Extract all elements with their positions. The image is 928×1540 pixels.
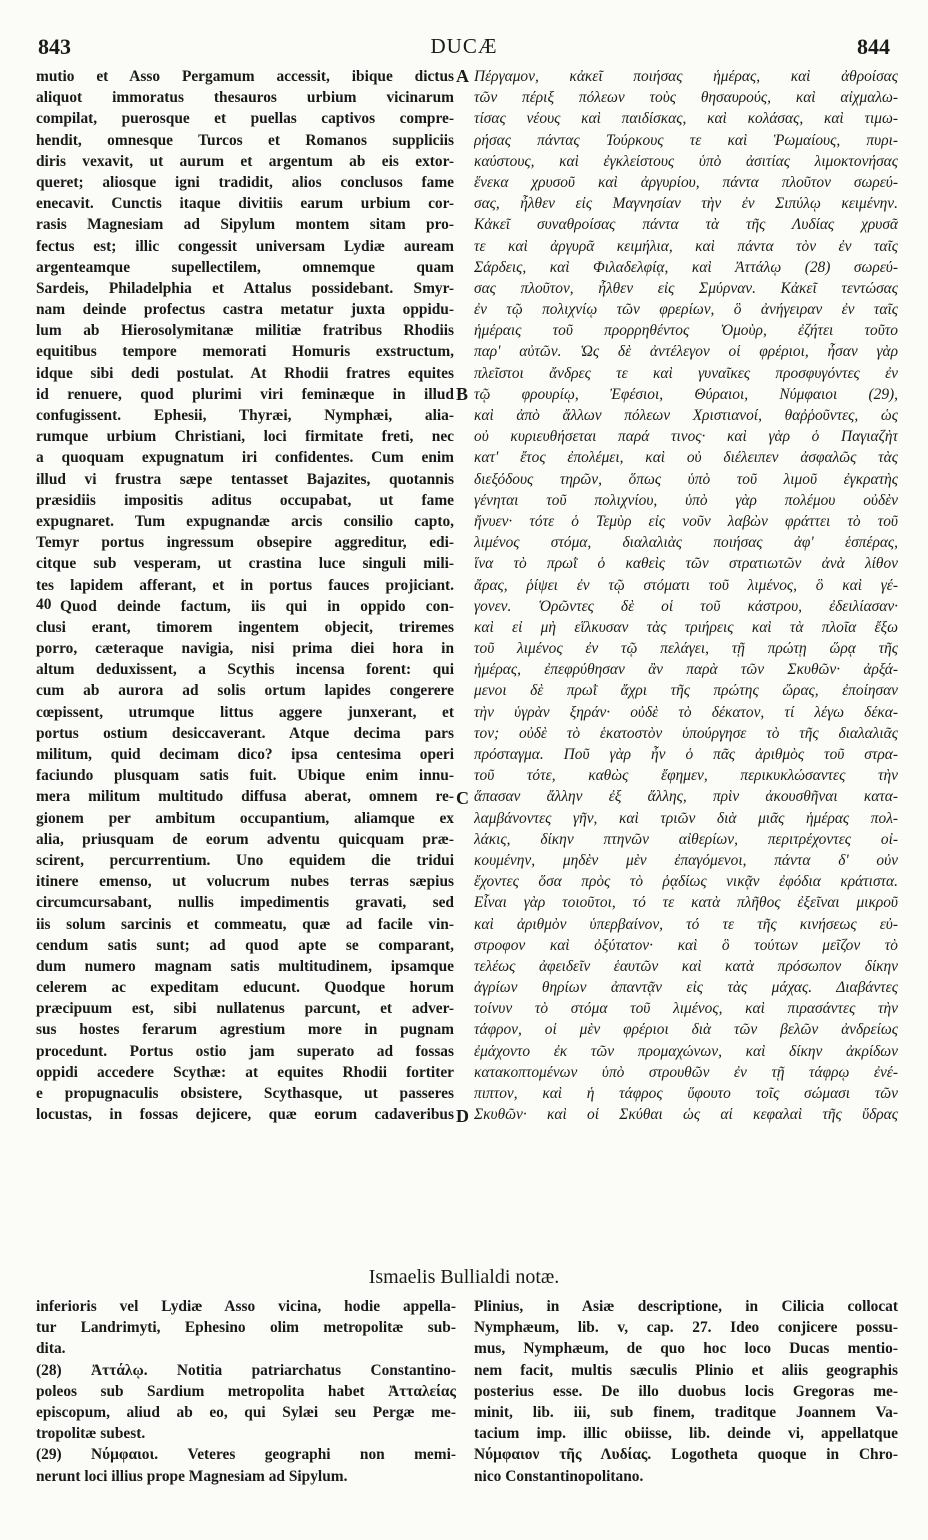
greek-text-column xyxy=(474,66,898,1125)
latin-line: fectus est; illic congessit universam Lydiæ auream xyxy=(36,237,454,255)
note-line: Νύμφαιον τῆς Λυδίας. Logotheta quoque in Chro- xyxy=(474,1446,898,1464)
latin-line: cendum satis sunt; ad quod apte se comparant, xyxy=(36,936,454,954)
latin-line: alia, priusquam de eorum adventu quicquam præ- xyxy=(36,830,454,848)
latin-line: itinere emenso, ut volucrum nubes terras sæpius xyxy=(36,873,454,891)
greek-line: στροφον καὶ ὀξύτατον· καὶ ὃ τούτων μεῖζον τὸ xyxy=(474,936,898,954)
note-line: Nymphæum, lib. v, cap. 27. Ideo conjicere possu- xyxy=(474,1319,898,1337)
note-line: posterius esse. De illo duobus locis Gregoras me- xyxy=(474,1382,898,1400)
latin-line: Quod deinde factum, iis qui in oppido con- xyxy=(60,597,454,615)
latin-line: locustas, in fossas dejicere, quæ eorum cadaveribus xyxy=(36,1106,454,1124)
greek-line: ἀγρίων θηρίων ἀπαντᾷν εἰς τὰς μάχας. Διαβάντες xyxy=(474,979,898,997)
greek-line: καὶ ἀπὸ ἄλλων πόλεων Χριστιανοί, θαῤῥοῦντες, ὡς xyxy=(474,407,898,424)
latin-line: altum deduxissent, a Scythis incensa forent: qui xyxy=(36,661,454,679)
greek-line: ἡμέρας, ἐπεφρύθησαν ἂν παρὰ τῶν Σκυθῶν· ἀρξά- xyxy=(474,661,898,679)
page-header xyxy=(0,34,928,64)
greek-line: ἔχοντες ὅσα πρὸς τὸ ῥᾳδίως νικᾷν ἐφόδια κράτιστα. xyxy=(474,873,898,891)
notes-left-column xyxy=(36,1296,456,1487)
greek-line: Πέργαμον, κἀκεῖ ποιήσας ἡμέρας, καὶ ἀθροίσας xyxy=(474,68,898,85)
greek-line: παρ' αὐτῶν. Ὡς δὲ ἀντέλεγον οἱ φρέριοι, ἦσαν γὰρ xyxy=(474,343,898,361)
greek-line: μενοι δὲ πρωῒ ἄχρι τῆς πρώτης ὥρας, ἐποίησαν xyxy=(474,682,898,700)
greek-line: πρόσταγμα. Ποῦ γὰρ ἦν ὁ πᾶς ἀριθμὸς τοῦ στρα- xyxy=(474,746,898,763)
greek-line: ἕνεκα χρυσοῦ καὶ ἀργυρίου, πάντα πλοῦτον σωρεύ- xyxy=(474,173,898,191)
greek-line: Σκυθῶν· καὶ οἱ Σκύθαι ὡς αἱ κεφαλαὶ τῆς ὕδρας xyxy=(474,1106,898,1124)
greek-line: καύστους, καὶ ἐγκλείστους ὑπὸ ἀσιτίας λιμοκτονήσας xyxy=(474,152,898,170)
latin-line: diris vexavit, ut aurum et argentum ab eis extor- xyxy=(36,152,454,170)
note-line: dita. xyxy=(36,1340,66,1358)
greek-line: ἄρας, ῥίψει ἐν τῷ στόματι τοῦ λιμένος, ὃ καὶ γέ- xyxy=(474,576,898,594)
note-line: mus, Nymphæum, de quo hoc loco Ducas mentio- xyxy=(474,1340,898,1358)
latin-line: equitibus tempore memorati Homuris exstructum, xyxy=(36,343,454,361)
latin-line: circumcursabant, nullis impedimentis gravati, sed xyxy=(36,894,454,912)
latin-line: Temyr portus ingressum obsepire aggreditur, edi- xyxy=(36,534,454,552)
latin-line: præcipuum est, sibi nullatenus parcunt, et adver- xyxy=(36,1000,454,1018)
latin-line: a quoquam expugnatum iri confidentes. Cum enim xyxy=(36,449,454,467)
greek-line: καὶ εἰ μὴ εἵλκυσαν τὰς τριήρεις καὶ τὰ πλοῖα ἔξω xyxy=(474,618,898,636)
note-line: tur Landrimyti, Ephesino olim metropolitæ sub- xyxy=(36,1319,456,1337)
greek-line: τῷ φρουρίῳ, Ἐφέσιοι, Θύραιοι, Νύμφαιοι (29), xyxy=(474,385,898,403)
greek-line: κατακοπτομένων ὑπὸ στρουθῶν ἐν τῇ τάφρῳ ἐνέ- xyxy=(474,1063,898,1081)
latin-line: expugnaret. Tum expugnandæ arcis consilio capto, xyxy=(36,512,454,530)
greek-line: τον; οὐδὲ τὸ ἑκατοστὸν ὑπούργησε τὸ τῆς διαλαλιᾶς xyxy=(474,724,898,742)
greek-line: τοῦ λιμένος ἐν τῷ πελάγει, τῇ πρώτῃ ὥρᾳ τῆς xyxy=(474,640,898,658)
greek-line: τοίνυν τὸ στόμα τοῦ λιμένος, καὶ πιρασάντες τὴν xyxy=(474,1000,898,1018)
greek-line: ἡμέραις τοῦ προρρηθέντος Ὀμοὺρ, ἐζήτει τοῦτο xyxy=(474,322,898,340)
latin-line: clusi erant, timorem ingentem objecit, triremes xyxy=(36,618,454,636)
latin-line: tes lapidem afferant, et in portus fauces projiciant. xyxy=(36,576,454,594)
greek-line: ἵνα τὸ πρωῒ ὁ καθεὶς τῶν στρατιωτῶν ἀνὰ λίθον xyxy=(474,555,898,573)
note-line: Plinius, in Asiæ descriptione, in Cilicia collocat xyxy=(474,1298,898,1315)
latin-line: lum ab Hierosolymitanæ militiæ fratribus Rhodiis xyxy=(36,322,454,340)
latin-line: argenteamque supellectilem, omnemque quam xyxy=(36,258,454,276)
greek-line: Εἶναι γὰρ τοιοῦτοι, τό τε κατὰ πλῆθος ἐξεῖναι μικροῦ xyxy=(474,894,898,912)
latin-line: præsidiis impositis aditus occupabat, ut fame xyxy=(36,491,454,509)
latin-line: e propugnaculis obsistere, Scythasque, ut passeres xyxy=(36,1085,454,1102)
latin-line: confugissent. Ephesii, Thyræi, Nymphæi, alia- xyxy=(36,407,454,424)
note-line: episcopum, aliud ab eo, qui Sylæi seu Pergæ me- xyxy=(36,1403,456,1421)
latin-line: illud vi frustra sæpe tentasset Bajazites, quotannis xyxy=(36,470,454,488)
greek-line: κουμένην, μηδὲν μὲν ἐπαγόμενοι, πάντα δ' οὐν xyxy=(474,851,898,869)
latin-line: citque sub vesperam, ut crastina luce singuli mili- xyxy=(36,555,454,573)
latin-line: compilat, puerosque et puellas captivos compre- xyxy=(36,110,454,128)
greek-line: τε καὶ ἀργυρᾶ κειμήλια, καὶ πάντα τὸν ἐν ταῖς xyxy=(474,237,898,255)
greek-line: πιπτον, καὶ ἡ τάφρος ὕφουτο τοῖς σώμασι τῶν xyxy=(474,1085,898,1102)
greek-line: γονεν. Ὁρῶντες δὲ οἱ τοῦ κάστρου, ἐδειλίασαν· xyxy=(474,597,898,615)
note-line: tropolitæ subest. xyxy=(36,1425,146,1443)
greek-line: σας, ἦλθεν εἰς Μαγνησίαν τὴν ἐν Σιπύλῳ κειμένην. xyxy=(474,195,898,213)
latin-line: celerem ac expeditam educunt. Quodque horum xyxy=(36,979,454,997)
greek-line: ἐν τῷ πολιχνίῳ τῶν φρερίων, ὃ ἀνήγειραν ἐν ταῖς xyxy=(474,301,898,319)
greek-line: τῶν πέριξ πόλεων τοὺς θησαυρούς, καὶ αἰχμαλω- xyxy=(474,89,898,107)
greek-line: τοῦ τότε, καθὼς ἔφημεν, περικυκλώσαντες τὴν xyxy=(474,767,898,785)
left-page-number: 843 xyxy=(38,34,71,59)
note-line: poleos sub Sardium metropolita habet Ἀτταλείας xyxy=(36,1382,456,1400)
latin-line: nam deinde profectus castra metatur juxta oppidu- xyxy=(36,301,454,319)
greek-line: Κἀκεῖ συναθροίσας πάντα τὰ τῆς Λυδίας χρυσᾶ xyxy=(474,216,898,234)
latin-line: rumque urbium Christiani, loci firmitate freti, nec xyxy=(36,428,454,446)
latin-line: rasis Magnesiam ad Sipylum montem sitam pro- xyxy=(36,216,454,234)
latin-line: militum, quid decimam dico? ipsa centesima operi xyxy=(36,746,454,763)
greek-line: σας πλοῦτον, ἦλθεν εἰς Σμύρναν. Κἀκεῖ τεντώσας xyxy=(474,279,898,297)
notes-right-column xyxy=(474,1296,898,1487)
latin-line: idque sibi dedi postulat. At Rhodii fratres equites xyxy=(36,364,454,382)
greek-line: οὐ κυριευθήσεται παρά τινος· καὶ γὰρ ὁ Παγιαζὴτ xyxy=(474,428,898,446)
running-title: DUCÆ xyxy=(430,34,498,58)
greek-line: καὶ ἀριθμὸν ὑπερβαίνον, τό τε τῆς κινήσεως εὐ- xyxy=(474,915,898,933)
greek-line: τὴν ὑγρὰν ξηράν· οὐδὲ τὸ δέκατον, τί λέγω δέκα- xyxy=(474,703,898,721)
greek-line: λαμβάνοντες γῆν, καὶ τριῶν διὰ μιᾶς ἡμέρας πολ- xyxy=(474,809,898,827)
greek-line: ἤνυεν· τότε ὁ Τεμὺρ εἰς νοῦν λαβὼν φράττει τὸ τοῦ xyxy=(474,512,898,530)
greek-line: κατ' ἔτος ἐπολέμει, καὶ οὐ διέλειπεν ἀσφαλῶς τὰς xyxy=(474,449,898,467)
greek-line: λάκις, δίκην πτηνῶν αἰθερίων, περιτρέχοντες οἰ- xyxy=(474,830,898,848)
latin-line: scirent, percurrentium. Uno equidem die tridui xyxy=(36,851,454,869)
margin-marker-b: B xyxy=(456,384,469,404)
greek-line: ἅπασαν ἄλλην ἐξ ἄλλης, πρὶν ἀκουσθῆναι κατα- xyxy=(474,788,898,806)
latin-line: enecavit. Cunctis itaque divitiis earum urbium cor- xyxy=(36,195,454,213)
greek-line: πλεῖστοι ἄνδρες τε καὶ γυναῖκες προσφυγόντες ἐν xyxy=(474,364,898,382)
note-line: (28) Ἀττάλῳ. Notitia patriarchatus Constantino- xyxy=(36,1361,456,1379)
greek-line: γένηται τοῦ πολιχνίου, ὑπὸ γὰρ πολέμου οὐδὲν xyxy=(474,491,898,509)
margin-marker-d: D xyxy=(456,1106,469,1126)
latin-line: sus hostes ferarum agrestium more in pugnam xyxy=(36,1021,454,1039)
note-line: (29) Νύμφαιοι. Veteres geographi non memi- xyxy=(36,1446,456,1464)
latin-line: aliquot immoratus thesauros urbium vicinarum xyxy=(36,89,454,107)
greek-line: τίσας νέους καὶ παιδίσκας, καὶ κολάσας, καὶ τιμω- xyxy=(474,110,898,128)
greek-line: ἐμάχοντο ἐκ τῶν προμαχώνων, καὶ δίκην ἀκρίδων xyxy=(474,1042,898,1060)
section-number-40: 40 xyxy=(36,596,52,613)
latin-line: procedunt. Portus ostio jam superato ad fossas xyxy=(36,1042,454,1060)
latin-text-column xyxy=(36,66,454,1125)
note-line: nico Constantinopolitano. xyxy=(474,1467,644,1485)
latin-line: faciundo plusquam satis fuit. Ubique enim innu- xyxy=(36,767,454,785)
latin-line: porro, cæteraque navigia, nisi prima diei hora in xyxy=(36,640,454,658)
greek-line: λιμένος στόμα, διαλαλιὰς ποιήσας ἀφ' ἑσπέρας, xyxy=(474,534,898,552)
latin-line: id renuere, quod plurimi viri feminæque in illud xyxy=(36,385,454,403)
note-line: minit, lib. iii, sub finem, traditque Joannem Va- xyxy=(474,1403,898,1421)
latin-line: mera militum multitudo diffusa aberat, omnem re- xyxy=(36,788,454,806)
margin-marker-a: A xyxy=(456,66,469,86)
latin-line: queret; aliosque igni tradidit, alios conclusos fame xyxy=(36,173,454,191)
latin-line: cœpissent, utrumque littus aggere junxerant, et xyxy=(36,703,454,721)
latin-line: cum ab aurora ad solis ortum lapides congerere xyxy=(36,682,454,700)
latin-line: portus ostium desiccaverant. Atque decima pars xyxy=(36,724,454,742)
latin-line: iis solum sarcinis et commeatu, quæ ad facile vin- xyxy=(36,915,454,933)
latin-line: Sardeis, Philadelphia et Attalus possidebant. Smyr- xyxy=(36,279,454,297)
latin-line: gionem per ambitum occupantium, aliamque ex xyxy=(36,809,454,827)
note-line: nerunt loci illius prope Magnesiam ad Sipylum. xyxy=(36,1467,348,1485)
latin-line: hendit, omnesque Turcos et Romanos suppliciis xyxy=(36,131,454,149)
latin-line: oppidi accedere Scythæ: at equites Rhodii fortiter xyxy=(36,1063,454,1081)
right-page-number: 844 xyxy=(857,34,890,59)
latin-line: dum numero magnam satis multitudinem, ipsamque xyxy=(36,957,454,975)
latin-line: mutio et Asso Pergamum accessit, ibique dictus xyxy=(36,68,454,85)
greek-line: τελέως ἀφειδεῖν ἑαυτῶν καὶ κατὰ πρόσωπον δίκην xyxy=(474,957,898,975)
greek-line: διεξόδους τηρῶν, ὅπως ὑπὸ τοῦ λιμοῦ ἐγκρατὴς xyxy=(474,470,898,488)
note-line: inferioris vel Lydiæ Asso vicina, hodie appella- xyxy=(36,1298,456,1315)
greek-line: ρήσας πάντας Τούρκους τε καὶ Ῥωμαίους, πυρι- xyxy=(474,131,898,149)
notes-heading: Ismaelis Bullialdi notæ. xyxy=(368,1266,560,1288)
note-line: tacium imp. illic obiisse, lib. deinde vi, appellatque xyxy=(474,1425,898,1443)
note-line: nem facit, multis sæculis Plinio et aliis geographis xyxy=(474,1361,898,1379)
greek-line: τάφρον, οἱ μὲν φρέριοι διὰ τῶν βελῶν ἀνδρείως xyxy=(474,1021,898,1039)
margin-marker-c: C xyxy=(456,788,469,808)
greek-line: Σάρδεις, καὶ Φιλαδελφίᾳ, καὶ Ἀττάλῳ (28) σωρεύ- xyxy=(474,258,898,276)
